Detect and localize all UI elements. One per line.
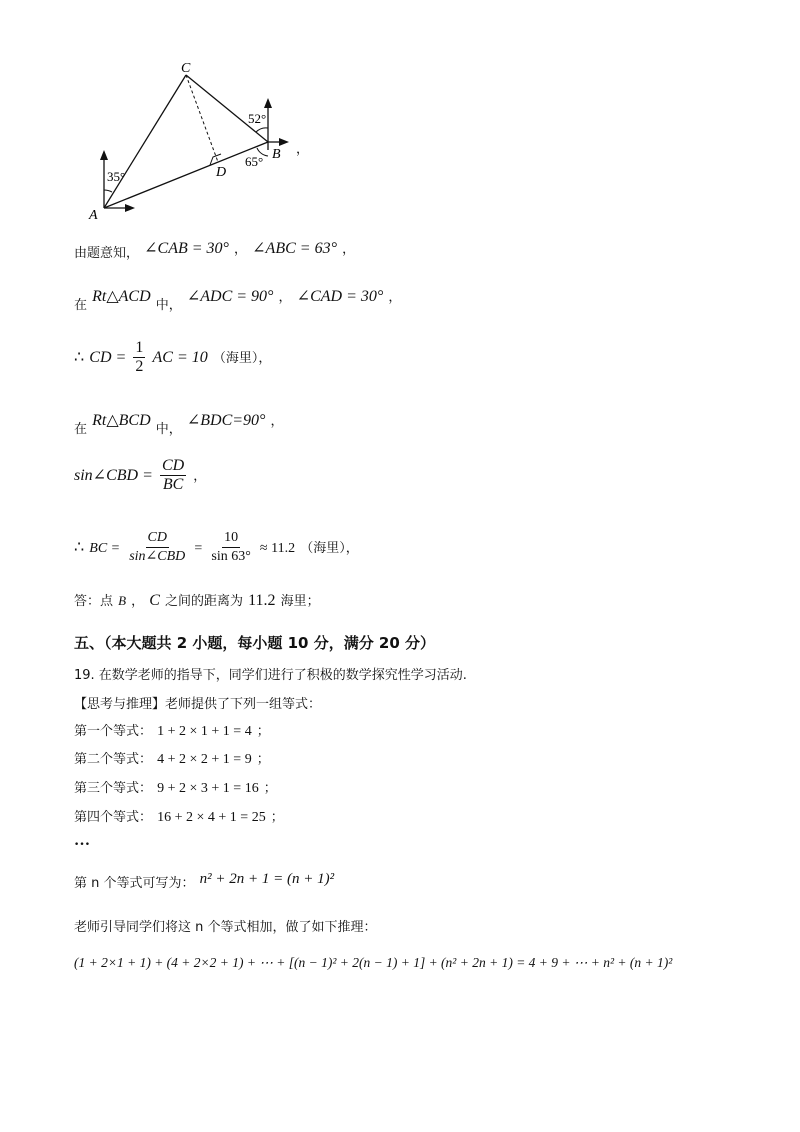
line-bc (74, 530, 359, 565)
answer-point-b: B (118, 593, 127, 608)
fraction-cd-sin (127, 530, 187, 565)
line-given-prefix: 由题意知， (74, 246, 140, 261)
cd-rhs: AC = 10 (152, 349, 208, 366)
fraction-10-num: 10 (222, 530, 240, 548)
north-arrow-a-head (100, 150, 108, 160)
fraction-cd-bc (160, 458, 186, 493)
therefore-symbol-2: ∴ (74, 539, 85, 556)
line-given (74, 238, 355, 261)
side-ac (104, 75, 186, 208)
equation-4 (74, 806, 284, 826)
thinking-label: 【思考与推理】老师提供了下列一组等式： (74, 697, 322, 712)
fraction-half-num: 1 (135, 339, 144, 356)
north-arrow-b-head (264, 98, 272, 108)
equation-2-end: ； (256, 752, 270, 767)
bc-eq: = (194, 541, 203, 556)
bc-rhs: ≈ 11.2 (259, 541, 296, 556)
equation-2 (74, 748, 270, 768)
equation-4-end: ； (270, 810, 284, 825)
angle-adc: ∠ADC = 90° (186, 288, 274, 305)
triangle-acd: Rt△ACD (92, 288, 151, 305)
question-19: 19. 在数学老师的指导下，同学们进行了积极的数学探究性学习活动. (74, 668, 467, 683)
angle-abc: ∠ABC = 63° (252, 240, 337, 257)
bc-unit: （海里）， (300, 541, 359, 556)
equation-1 (74, 720, 270, 740)
equation-2-label: 第二个等式： (74, 752, 153, 767)
label-angle-b-bottom: 65° (245, 154, 264, 169)
fraction-cd-sin-num: CD (146, 530, 169, 548)
fraction-cd-bc-num: CD (161, 457, 185, 474)
angle-bdc: ∠BDC=90° (186, 412, 266, 429)
nth-equation-label: 第 n 个等式可写为： (74, 876, 195, 891)
equation-1-math: 1 + 2 × 1 + 1 = 4 (157, 724, 252, 739)
line-bcd-prefix: 在 (74, 422, 88, 437)
line-cd (74, 340, 271, 375)
cd-unit: （海里）， (212, 351, 272, 366)
answer-point-c: C (149, 592, 160, 609)
sin-lhs: sin∠CBD = (74, 467, 153, 484)
equation-1-label: 第一个等式： (74, 724, 153, 739)
equation-3-label: 第三个等式： (74, 781, 153, 796)
answer-end: 海里； (280, 594, 320, 609)
angle-arc-b-top (256, 128, 268, 132)
equation-2-math: 4 + 2 × 2 + 1 = 9 (157, 752, 252, 767)
bc-lhs: BC = (89, 541, 121, 556)
fraction-half (133, 340, 145, 375)
triangle-bcd: Rt△BCD (92, 412, 151, 429)
equation-3-end: ； (263, 781, 277, 796)
sum-equation: (1 + 2×1 + 1) + (4 + 2×2 + 1) + ⋯ + [(n − 1)² + 2(n − 1) + 1] + (n² + 2n + 1) = 4 + 9 + ⋯ + n² + (n + 1)² (74, 955, 673, 970)
answer-prefix: 答：点 (74, 594, 114, 609)
line-given-end: ， (342, 242, 356, 257)
line-acd-end: ， (388, 290, 402, 305)
guide-text: 老师引导同学们将这 n 个等式相加，做了如下推理： (74, 920, 377, 935)
label-d: D (216, 165, 227, 180)
angle-cab: ∠CAB = 30° (144, 240, 229, 257)
line-sin (74, 458, 206, 493)
line-acd (74, 286, 401, 313)
answer-mid: 之间的距离为 (165, 594, 244, 609)
label-c: C (181, 61, 191, 76)
line-bcd (74, 410, 284, 437)
equation-3-math: 9 + 2 × 3 + 1 = 16 (157, 781, 259, 796)
east-arrow-a-head (125, 204, 135, 212)
line-acd-sep: ， (278, 290, 292, 305)
section-heading: 五、（本大题共 2 小题，每小题 10 分，满分 20 分） (74, 634, 436, 652)
therefore-symbol: ∴ (74, 349, 85, 366)
answer-sep: ， (131, 594, 145, 609)
equation-4-math: 16 + 2 × 4 + 1 = 25 (157, 810, 266, 825)
label-a: A (89, 208, 98, 223)
ellipsis: … (74, 832, 90, 849)
fraction-sin63-den: sin 63° (211, 549, 251, 564)
angle-arc-a (104, 190, 112, 192)
line-answer (74, 590, 320, 610)
sin-end: ， (193, 469, 207, 484)
figure-trailing-comma: ， (296, 142, 310, 157)
side-ab (104, 142, 268, 208)
east-arrow-b-head (279, 138, 289, 146)
nth-equation (74, 868, 334, 891)
answer-value: 11.2 (248, 592, 276, 609)
fraction-half-den: 2 (135, 358, 144, 375)
fraction-cd-bc-den: BC (162, 476, 184, 493)
equation-3 (74, 777, 277, 797)
label-angle-b-top: 52° (248, 111, 267, 126)
angle-cad: ∠CAD = 30° (296, 288, 384, 305)
equation-1-end: ； (256, 724, 270, 739)
line-bcd-mid: 中， (155, 422, 182, 437)
fraction-10-sin63 (209, 530, 252, 565)
geometry-figure (80, 55, 320, 225)
equation-4-label: 第四个等式： (74, 810, 153, 825)
cd-lhs: CD = (89, 349, 127, 366)
line-given-sep: ， (234, 242, 248, 257)
line-acd-prefix: 在 (74, 298, 88, 313)
fraction-cd-sin-den: sin∠CBD (129, 549, 186, 564)
line-acd-mid: 中， (155, 298, 182, 313)
label-b: B (272, 147, 281, 162)
label-angle-a: 35° (107, 169, 126, 184)
line-bcd-end: ， (270, 414, 284, 429)
nth-equation-math: n² + 2n + 1 = (n + 1)² (199, 871, 335, 887)
